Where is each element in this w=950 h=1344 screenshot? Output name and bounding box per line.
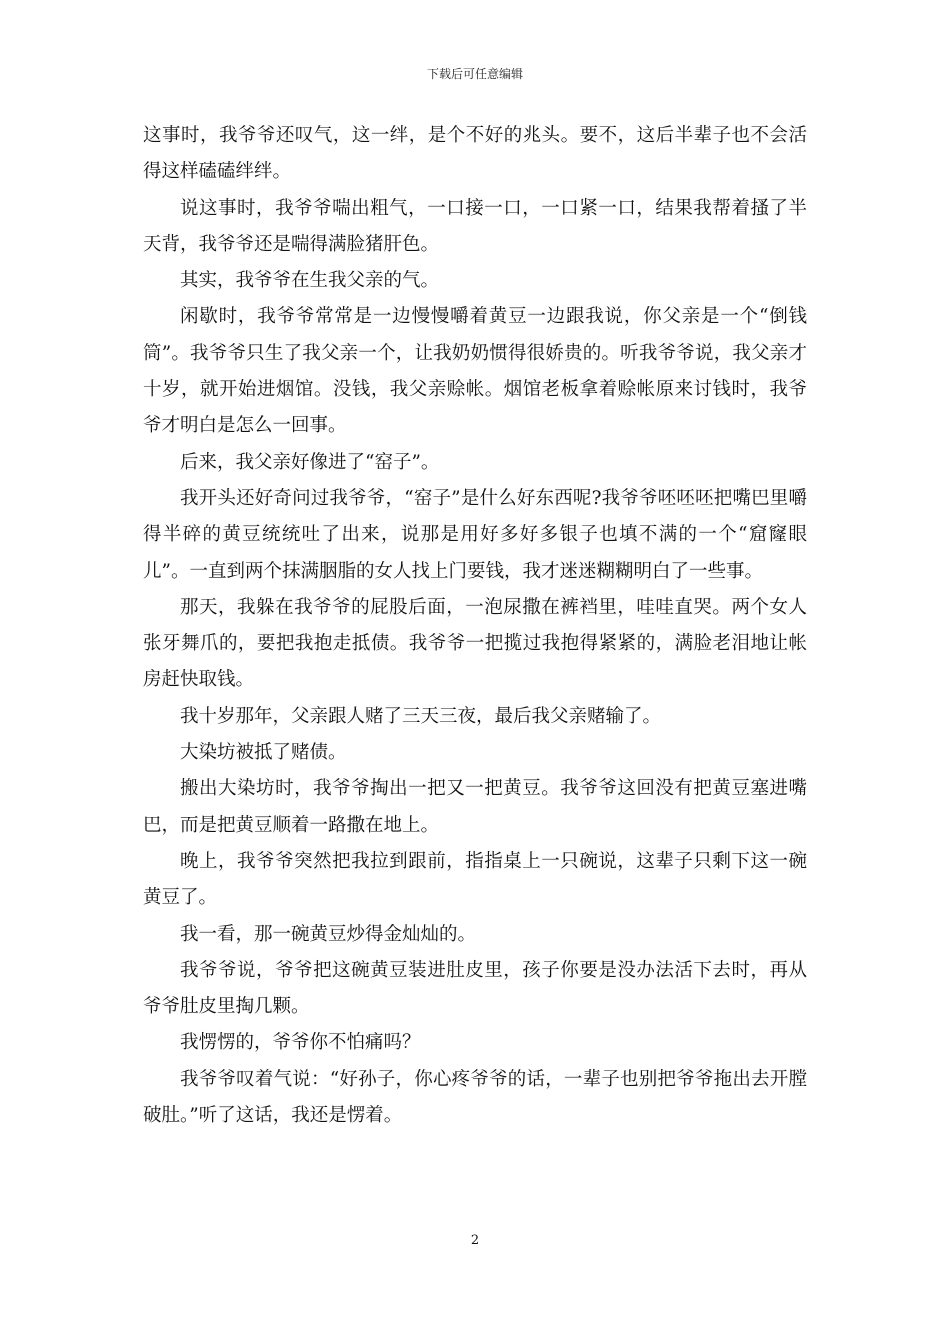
document-body	[143, 118, 807, 1134]
paragraph: 我一看，那一碗黄豆炒得金灿灿的。	[180, 923, 477, 945]
page-number: 2	[470, 1233, 480, 1248]
paragraph: 晚上，我爷爷突然把我拉到跟前，指指桌上一只碗说，这辈子只剩下这一碗黄豆了。	[143, 850, 807, 909]
paragraph: 这事时，我爷爷还叹气，这一绊，是个不好的兆头。要不，这后半辈子也不会活得这样磕磕绊绊。	[143, 125, 807, 183]
paragraph: 搬出大染坊时，我爷爷掏出一把又一把黄豆。我爷爷这回没有把黄豆塞进嘴巴，而是把黄豆顺着一路撒在地上。	[143, 778, 807, 836]
paragraph: 说这事时，我爷爷喘出粗气，一口接一口，一口紧一口，结果我帮着搔了半天背，我爷爷还是喘得满脸猪肝色。	[143, 197, 807, 255]
paragraph: 我爷爷说，爷爷把这碗黄豆装进肚皮里，孩子你要是没办法活下去时，再从爷爷肚皮里掏几颗。	[143, 959, 807, 1018]
paragraph: 闲歇时，我爷爷常常是一边慢慢嚼着黄豆一边跟我说，你父亲是一个“倒钱筒”。我爷爷只生了我父亲一个，让我奶奶惯得很娇贵的。听我爷爷说，我父亲才十岁，就开始进烟馆。没钱，我父亲赊帐。烟馆老板拿着赊帐原来讨钱时，我爷爷才明白是怎么一回事。	[143, 306, 807, 437]
paragraph: 我愣愣的，爷爷你不怕痛吗？	[180, 1032, 421, 1054]
paragraph: 我十岁那年，父亲跟人赌了三天三夜，最后我父亲赌输了。	[180, 705, 662, 727]
paragraph: 那天，我躲在我爷爷的屁股后面，一泡尿撒在裤裆里，哇哇直哭。两个女人张牙舞爪的，要把我抱走抵债。我爷爷一把揽过我抱得紧紧的，满脸老泪地让帐房赶快取钱。	[143, 596, 807, 691]
paragraph: 大染坊被抵了赌债。	[180, 742, 347, 764]
page-header: 下载后可任意编辑	[426, 67, 523, 81]
paragraph: 后来，我父亲好像进了“窑子”。	[180, 451, 440, 473]
paragraph: 其实，我爷爷在生我父亲的气。	[180, 270, 440, 292]
paragraph: 我爷爷叹着气说：“好孙子，你心疼爷爷的话，一辈子也别把爷爷拖出去开膛破肚。”听了这话，我还是愣着。	[143, 1068, 807, 1127]
paragraph: 我开头还好奇问过我爷爷，“窑子”是什么好东西呢?我爷爷呸呸呸把嘴巴里嚼得半碎的黄豆统统吐了出来，说那是用好多好多银子也填不满的一个“窟窿眼儿”。一直到两个抹满胭脂的女人找上门要钱，我才迷迷糊糊明白了一些事。	[143, 487, 807, 582]
